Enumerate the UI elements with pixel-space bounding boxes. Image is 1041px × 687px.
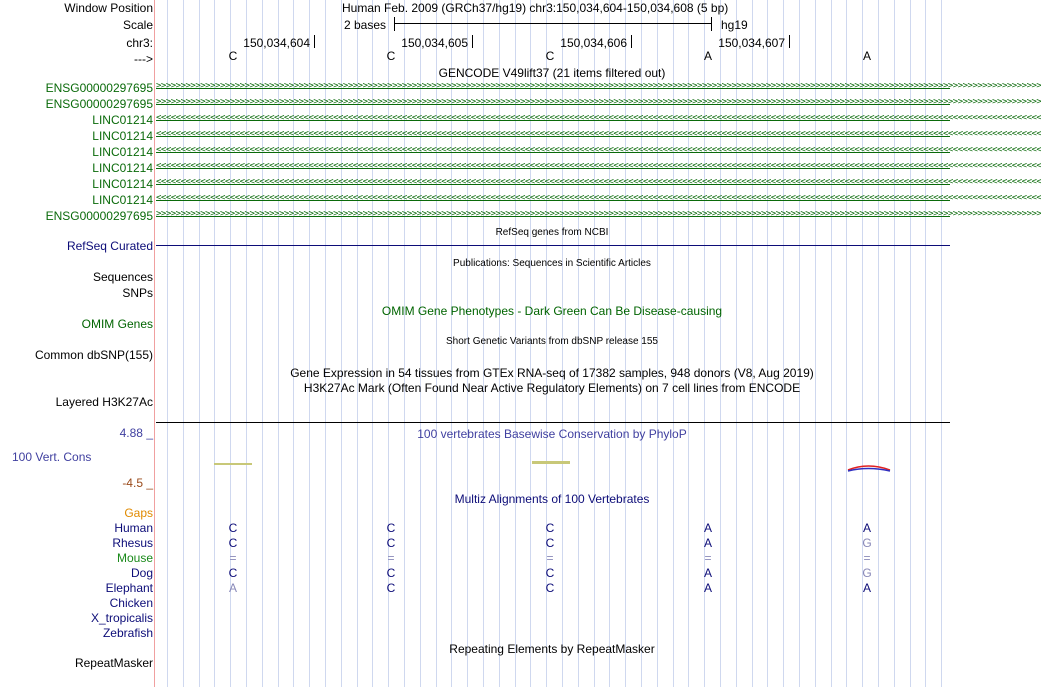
species-label-human[interactable]: Human bbox=[114, 521, 153, 535]
label-divider bbox=[154, 0, 155, 687]
dbsnp-label[interactable]: Common dbSNP(155) bbox=[34, 348, 153, 362]
dbsnp-title: Short Genetic Variants from dbSNP release 155 bbox=[446, 336, 658, 347]
gencode-transcript-line[interactable]: >>>>>>>>>>>>>>>>>>>>>>>>>>>>>>>>>>>>>>>>>>>>>>>>>>>>>>>>>>>>>>>>>>>>>>>>>>>>>>>>>>>>>>>>>>>>>>>>>>>>>>>>>>>>>>>>>>>>>>>>>>>>>>>>>>>>>>>>>>>>>>>>>>>>>>>>>>>>>>>>>>>>>>>>>>>>>>>>>>>> bbox=[156, 97, 1041, 107]
alignment-base: C bbox=[545, 536, 555, 550]
gencode-title: GENCODE V49lift37 (21 items filtered out) bbox=[438, 66, 666, 80]
reference-base: A bbox=[703, 49, 713, 63]
h3k27-title: H3K27Ac Mark (Often Found Near Active Regulatory Elements) on 7 cell lines from ENCODE bbox=[303, 381, 801, 395]
reference-base: C bbox=[386, 49, 396, 63]
gencode-transcript-line[interactable]: <<<<<<<<<<<<<<<<<<<<<<<<<<<<<<<<<<<<<<<<<<<<<<<<<<<<<<<<<<<<<<<<<<<<<<<<<<<<<<<<<<<<<<<<<<<<<<<<<<<<<<<<<<<<<<<<<<<<<<<<<<<<<<<<<<<<<<<<<<<<<<<<<<<<<<<<<<<<<<<<<<<<<<<<<<<<<<<<<<<< bbox=[156, 193, 1041, 203]
phylop-signal-2 bbox=[532, 461, 570, 464]
scale-label: Scale bbox=[122, 18, 153, 32]
gencode-item-label[interactable]: LINC01214 bbox=[92, 129, 153, 143]
track-label-column bbox=[0, 0, 153, 687]
track-area[interactable] bbox=[156, 0, 1041, 687]
strand-label: ---> bbox=[134, 52, 153, 66]
alignment-base: C bbox=[228, 566, 238, 580]
alignment-base: C bbox=[228, 521, 238, 535]
refseq-title: RefSeq genes from NCBI bbox=[495, 227, 609, 238]
alignment-base: A bbox=[228, 581, 238, 595]
alignment-base: = bbox=[387, 551, 395, 565]
reference-base: C bbox=[228, 49, 238, 63]
window-position-value: Human Feb. 2009 (GRCh37/hg19) chr3:150,034,604-150,034,608 (5 bp) bbox=[342, 1, 729, 15]
gencode-item-label[interactable]: LINC01214 bbox=[92, 161, 153, 175]
gencode-item-label[interactable]: LINC01214 bbox=[92, 177, 153, 191]
gencode-item-label[interactable]: LINC01214 bbox=[92, 113, 153, 127]
alignment-base: G bbox=[862, 566, 872, 580]
alignment-base: G bbox=[862, 536, 872, 550]
ruler-position-label: 150,034,605 bbox=[401, 36, 468, 50]
gencode-item-label[interactable]: ENSG00000297695 bbox=[45, 209, 153, 223]
gencode-transcript-line[interactable]: >>>>>>>>>>>>>>>>>>>>>>>>>>>>>>>>>>>>>>>>>>>>>>>>>>>>>>>>>>>>>>>>>>>>>>>>>>>>>>>>>>>>>>>>>>>>>>>>>>>>>>>>>>>>>>>>>>>>>>>>>>>>>>>>>>>>>>>>>>>>>>>>>>>>>>>>>>>>>>>>>>>>>>>>>>>>>>>>>>>> bbox=[156, 81, 1041, 91]
multiz-title: Multiz Alignments of 100 Vertebrates bbox=[454, 492, 650, 506]
phylop-signal-1 bbox=[214, 463, 252, 465]
gencode-item-label[interactable]: ENSG00000297695 bbox=[45, 81, 153, 95]
ruler-tick bbox=[314, 35, 315, 48]
gtex-title: Gene Expression in 54 tissues from GTEx RNA-seq of 17382 samples, 948 donors (V8, Aug 2019) bbox=[290, 366, 814, 380]
refseq-label[interactable]: RefSeq Curated bbox=[66, 239, 153, 253]
alignment-base: C bbox=[545, 581, 555, 595]
repeatmasker-title: Repeating Elements by RepeatMasker bbox=[449, 642, 655, 656]
alignment-base: = bbox=[704, 551, 712, 565]
alignment-base: A bbox=[703, 566, 713, 580]
phylop-label[interactable]: 100 Vert. Cons bbox=[12, 450, 92, 464]
omim-title: OMIM Gene Phenotypes - Dark Green Can Be Disease-causing bbox=[381, 304, 723, 318]
gaps-label[interactable]: Gaps bbox=[124, 506, 153, 520]
gencode-transcript-line[interactable]: <<<<<<<<<<<<<<<<<<<<<<<<<<<<<<<<<<<<<<<<<<<<<<<<<<<<<<<<<<<<<<<<<<<<<<<<<<<<<<<<<<<<<<<<<<<<<<<<<<<<<<<<<<<<<<<<<<<<<<<<<<<<<<<<<<<<<<<<<<<<<<<<<<<<<<<<<<<<<<<<<<<<<<<<<<<<<<<<<<<< bbox=[156, 113, 1041, 123]
species-label-x_tropicalis[interactable]: X_tropicalis bbox=[90, 611, 153, 625]
ruler-position-label: 150,034,604 bbox=[243, 36, 310, 50]
gencode-item-label[interactable]: LINC01214 bbox=[92, 193, 153, 207]
pubs-title: Publications: Sequences in Scientific Articles bbox=[453, 258, 651, 269]
phylop-top-line bbox=[156, 422, 950, 423]
alignment-base: A bbox=[703, 581, 713, 595]
ruler-tick bbox=[631, 35, 632, 48]
ruler-tick bbox=[789, 35, 790, 48]
scale-bar bbox=[394, 23, 711, 24]
species-label-elephant[interactable]: Elephant bbox=[105, 581, 153, 595]
alignment-base: C bbox=[545, 521, 555, 535]
scale-value: 2 bases bbox=[344, 18, 387, 32]
gencode-transcript-line[interactable]: <<<<<<<<<<<<<<<<<<<<<<<<<<<<<<<<<<<<<<<<<<<<<<<<<<<<<<<<<<<<<<<<<<<<<<<<<<<<<<<<<<<<<<<<<<<<<<<<<<<<<<<<<<<<<<<<<<<<<<<<<<<<<<<<<<<<<<<<<<<<<<<<<<<<<<<<<<<<<<<<<<<<<<<<<<<<<<<<<<<< bbox=[156, 161, 1041, 171]
gencode-transcript-line[interactable]: <<<<<<<<<<<<<<<<<<<<<<<<<<<<<<<<<<<<<<<<<<<<<<<<<<<<<<<<<<<<<<<<<<<<<<<<<<<<<<<<<<<<<<<<<<<<<<<<<<<<<<<<<<<<<<<<<<<<<<<<<<<<<<<<<<<<<<<<<<<<<<<<<<<<<<<<<<<<<<<<<<<<<<<<<<<<<<<<<<<< bbox=[156, 129, 1041, 139]
phylop-title: 100 vertebrates Basewise Conservation by PhyloP bbox=[417, 427, 687, 441]
scale-bar-left-tick bbox=[394, 17, 395, 31]
h3k27-label[interactable]: Layered H3K27Ac bbox=[55, 395, 153, 409]
species-label-dog[interactable]: Dog bbox=[130, 566, 153, 580]
alignment-base: A bbox=[703, 536, 713, 550]
species-label-zebrafish[interactable]: Zebrafish bbox=[102, 626, 153, 640]
repeatmasker-label[interactable]: RepeatMasker bbox=[74, 656, 153, 670]
omim-label[interactable]: OMIM Genes bbox=[81, 317, 153, 331]
sequences-label[interactable]: Sequences bbox=[92, 270, 153, 284]
alignment-base: C bbox=[386, 566, 396, 580]
ruler-position-label: 150,034,607 bbox=[718, 36, 785, 50]
snps-label[interactable]: SNPs bbox=[122, 286, 153, 300]
alignment-base: A bbox=[862, 581, 872, 595]
alignment-base: A bbox=[703, 521, 713, 535]
reference-base: C bbox=[545, 49, 555, 63]
gencode-item-label[interactable]: ENSG00000297695 bbox=[45, 97, 153, 111]
ruler-position-label: 150,034,606 bbox=[560, 36, 627, 50]
window-position-label: Window Position bbox=[64, 1, 153, 15]
ruler-tick bbox=[472, 35, 473, 48]
alignment-base: = bbox=[546, 551, 554, 565]
phylop-signal-3 bbox=[846, 462, 892, 474]
species-label-chicken[interactable]: Chicken bbox=[109, 596, 153, 610]
refseq-gene-line[interactable] bbox=[156, 245, 950, 246]
species-label-rhesus[interactable]: Rhesus bbox=[112, 536, 153, 550]
species-label-mouse[interactable]: Mouse bbox=[116, 551, 153, 565]
alignment-base: C bbox=[386, 521, 396, 535]
reference-base: A bbox=[862, 49, 872, 63]
gencode-transcript-line[interactable]: >>>>>>>>>>>>>>>>>>>>>>>>>>>>>>>>>>>>>>>>>>>>>>>>>>>>>>>>>>>>>>>>>>>>>>>>>>>>>>>>>>>>>>>>>>>>>>>>>>>>>>>>>>>>>>>>>>>>>>>>>>>>>>>>>>>>>>>>>>>>>>>>>>>>>>>>>>>>>>>>>>>>>>>>>>>>>>>>>>>> bbox=[156, 209, 1041, 219]
phylop-min-label: -4.5 _ bbox=[122, 476, 153, 490]
chrom-label: chr3: bbox=[126, 36, 153, 50]
alignment-base: A bbox=[862, 521, 872, 535]
gencode-item-label[interactable]: LINC01214 bbox=[92, 145, 153, 159]
gencode-transcript-line[interactable]: <<<<<<<<<<<<<<<<<<<<<<<<<<<<<<<<<<<<<<<<<<<<<<<<<<<<<<<<<<<<<<<<<<<<<<<<<<<<<<<<<<<<<<<<<<<<<<<<<<<<<<<<<<<<<<<<<<<<<<<<<<<<<<<<<<<<<<<<<<<<<<<<<<<<<<<<<<<<<<<<<<<<<<<<<<<<<<<<<<<< bbox=[156, 177, 1041, 187]
alignment-base: C bbox=[228, 536, 238, 550]
scale-bar-right-tick bbox=[711, 17, 712, 31]
alignment-base: = bbox=[229, 551, 237, 565]
alignment-base: C bbox=[386, 536, 396, 550]
gencode-transcript-line[interactable]: <<<<<<<<<<<<<<<<<<<<<<<<<<<<<<<<<<<<<<<<<<<<<<<<<<<<<<<<<<<<<<<<<<<<<<<<<<<<<<<<<<<<<<<<<<<<<<<<<<<<<<<<<<<<<<<<<<<<<<<<<<<<<<<<<<<<<<<<<<<<<<<<<<<<<<<<<<<<<<<<<<<<<<<<<<<<<<<<<<<< bbox=[156, 145, 1041, 155]
alignment-base: C bbox=[545, 566, 555, 580]
alignment-base: = bbox=[863, 551, 871, 565]
phylop-max-label: 4.88 _ bbox=[119, 426, 153, 440]
scale-assembly: hg19 bbox=[721, 18, 748, 32]
alignment-base: C bbox=[386, 581, 396, 595]
